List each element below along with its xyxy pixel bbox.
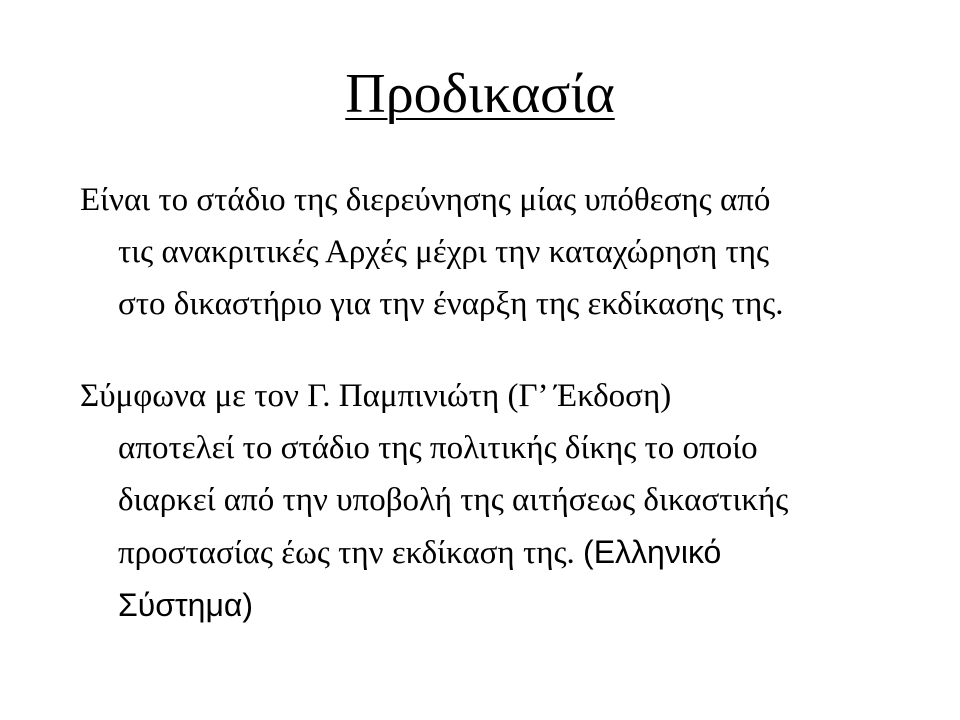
definition-paragraph [80, 174, 900, 330]
citation-paragraph [80, 370, 900, 631]
definition-line-3: στο δικαστήριο για την έναρξη της εκδίκασης της. [118, 286, 784, 322]
citation-line-3: διαρκεί από την υποβολή της αιτήσεως δικαστικής [118, 482, 789, 518]
citation-line-4-sans: (Ελληνικό [583, 534, 722, 570]
citation-line-4-text: προστασίας έως την εκδίκαση της. [118, 535, 584, 571]
slide-title [0, 58, 960, 130]
slide-title-text: Προδικασία [345, 63, 615, 125]
citation-line-5: Σύστημα) [118, 587, 254, 623]
definition-line-2: τις ανακριτικές Αρχές μέχρι την καταχώρηση της [118, 234, 770, 270]
citation-line-2: αποτελεί το στάδιο της πολιτικής δίκης το οποίο [118, 430, 758, 466]
definition-line-1: Είναι το στάδιο της διερεύνησης μίας υπόθεσης από [80, 182, 771, 218]
citation-line-4 [80, 526, 900, 579]
citation-line-1: Σύμφωνα με τον Γ. Παμπινιώτη (Γ’ Έκδοση) [80, 378, 672, 414]
